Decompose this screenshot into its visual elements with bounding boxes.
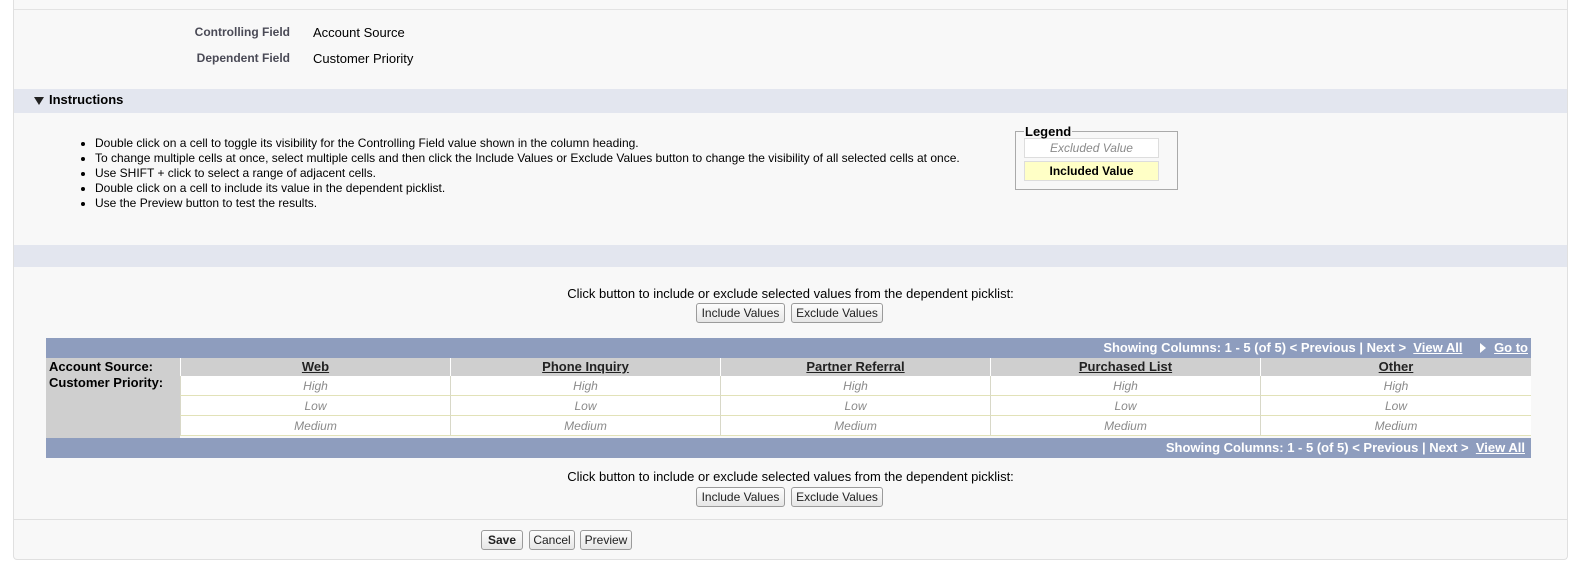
go-to-link[interactable]: Go to [1494,340,1528,355]
dependent-row-header: Customer Priority: [46,376,180,438]
include-values-button-bottom[interactable]: Include Values [696,487,785,507]
cell-web-high[interactable]: High [180,376,450,396]
section-divider-bar [14,245,1567,267]
cell-partner-referral-medium[interactable]: Medium [720,416,990,436]
cell-purchased-list-medium[interactable]: Medium [990,416,1260,436]
cell-phone-inquiry-medium[interactable]: Medium [450,416,720,436]
column-header-partner-referral[interactable]: Partner Referral [720,358,990,376]
save-button[interactable]: Save [481,530,523,550]
column-header-web[interactable]: Web [180,358,450,376]
view-all-link[interactable]: View All [1475,440,1525,455]
pager-next[interactable]: Next > [1366,340,1407,355]
column-header-phone-inquiry[interactable]: Phone Inquiry [450,358,720,376]
pager-bottom [46,438,1531,458]
instruction-item: • Use the Preview button to test the results. [95,196,960,211]
footer-divider [14,519,1567,520]
cell-partner-referral-low[interactable]: Low [720,396,990,416]
cell-partner-referral-high[interactable]: High [720,376,990,396]
cancel-button[interactable]: Cancel [529,530,575,550]
exclude-values-button-top[interactable]: Exclude Values [791,303,883,323]
legend-excluded-value: Excluded Value [1024,138,1159,158]
instruction-item: • Use SHIFT + click to select a range of adjacent cells. [95,166,960,181]
pager-showing-text: Showing Columns: 1 - 5 (of 5) [1165,440,1349,455]
pager-previous[interactable]: < Previous [1352,440,1419,455]
picklist-editor-panel [13,0,1568,560]
cell-other-medium[interactable]: Medium [1260,416,1531,436]
cell-other-high[interactable]: High [1260,376,1531,396]
cell-web-medium[interactable]: Medium [180,416,450,436]
include-exclude-hint-bottom: Click button to include or exclude selected values from the dependent picklist: [567,469,1014,484]
legend-box [1015,124,1178,190]
pager-previous[interactable]: < Previous [1289,340,1356,355]
dependent-field-row [14,51,614,67]
pager-separator: | [1421,440,1426,455]
dependent-field-value: Customer Priority [313,51,414,66]
pager-showing-text: Showing Columns: 1 - 5 (of 5) [1103,340,1287,355]
caret-right-icon[interactable] [1480,343,1486,353]
view-all-link[interactable]: View All [1413,340,1463,355]
legend-included-value: Included Value [1024,161,1159,181]
instructions-title: Instructions [49,92,124,107]
pager-next[interactable]: Next > [1429,440,1469,455]
controlling-field-label: Controlling Field [194,25,290,39]
include-values-button-top[interactable]: Include Values [696,303,785,323]
cell-other-low[interactable]: Low [1260,396,1531,416]
cell-web-low[interactable]: Low [180,396,450,416]
cell-purchased-list-high[interactable]: High [990,376,1260,396]
cell-phone-inquiry-low[interactable]: Low [450,396,720,416]
exclude-values-button-bottom[interactable]: Exclude Values [791,487,883,507]
controlling-row-header: Account Source: [46,358,180,376]
controlling-field-row [14,25,614,41]
pager-top [46,338,1531,358]
pager-separator: | [1359,340,1364,355]
include-exclude-hint-top: Click button to include or exclude selected values from the dependent picklist: [567,286,1014,301]
instructions-list [78,136,960,211]
instruction-item: • Double click on a cell to include its value in the dependent picklist. [95,181,960,196]
legend-title: Legend [1025,124,1072,139]
instructions-section-header[interactable] [14,89,1567,113]
preview-button[interactable]: Preview [580,530,632,550]
instruction-item: • To change multiple cells at once, select multiple cells and then click the Include Values or Exclude Values button to change the visibility of all selected cells at once. [95,151,960,166]
top-divider [14,9,1567,10]
column-header-other[interactable]: Other [1260,358,1531,376]
cell-phone-inquiry-high[interactable]: High [450,376,720,396]
collapse-triangle-icon[interactable] [34,97,44,105]
column-header-purchased-list[interactable]: Purchased List [990,358,1260,376]
dependent-field-label: Dependent Field [196,51,290,65]
controlling-field-value: Account Source [313,25,405,40]
cell-purchased-list-low[interactable]: Low [990,396,1260,416]
instruction-item: • Double click on a cell to toggle its visibility for the Controlling Field value shown in the column heading. [95,136,960,151]
